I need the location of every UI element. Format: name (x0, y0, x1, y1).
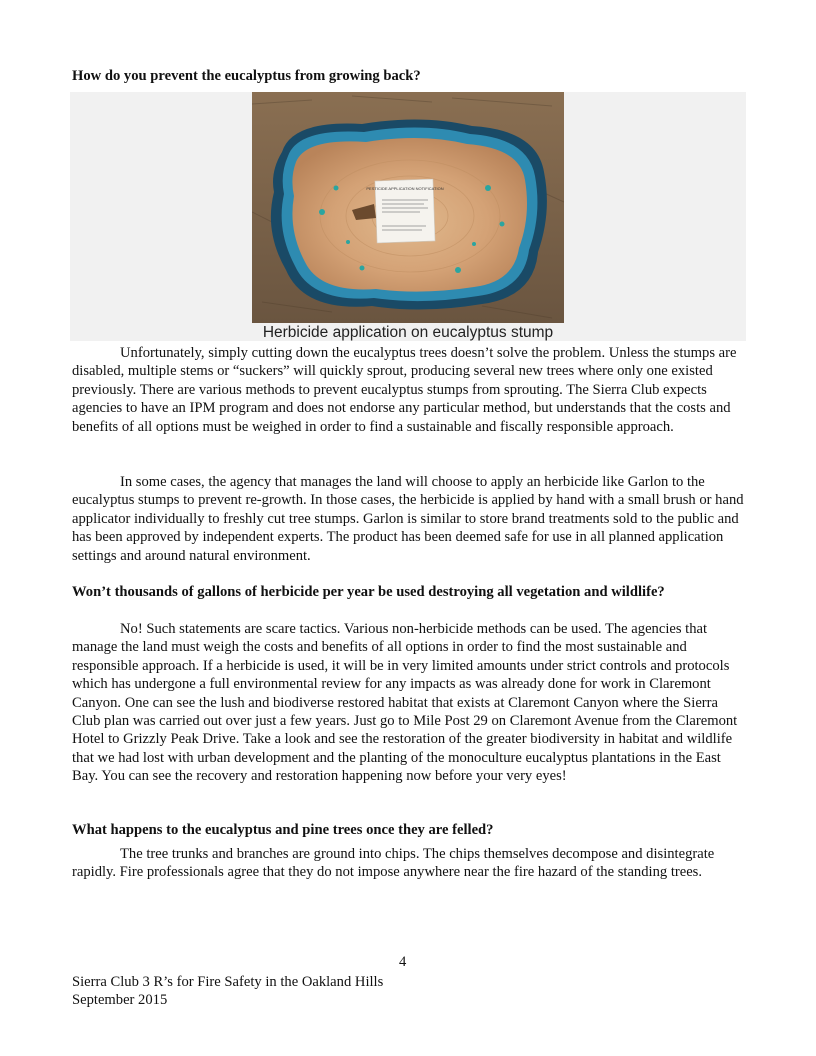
notification-sheet (366, 179, 443, 243)
eucalyptus-stump-image (252, 92, 564, 323)
section-heading-prevent-regrowth: How do you prevent the eucalyptus from growing back? (72, 68, 421, 84)
footer-date: September 2015 (72, 992, 168, 1008)
paragraph-scare-tactics: No! Such statements are scare tactics. Various non-herbicide methods can be used. The agencies that manage the land must weigh the costs and benefits of all options in order to find the most sustainable and responsible approach. If a herbicide is used, it will be in very limited amounts under strict controls and protocols which has undergone a full environmental review for any impacts as was already done for work in Claremont Canyon. One can see the lush and biodiverse restored habitat that exists at Claremont Canyon where the Sierra Club plan was carried out over just a few years. Just go to Mile Post 29 on Claremont Avenue from the Claremont Hotel to Grizzly Peak Drive. Take a look and see the restoration of the greater biodiversity in habitat and wildlife that we had lost with urban development and the planting of the monoculture eucalyptus plantations in the East Bay. You can see the recovery and restoration happening now before your very eyes! (72, 621, 738, 785)
paragraph-garlon-application: In some cases, the agency that manages the land will choose to apply an herbicide like Garlon to the eucalyptus stumps to prevent re-growth. In those cases, the herbicide is applied by hand with a small brush or hand applicator individually to freshly cut tree stumps. Garlon is similar to store brand treatments sold to the public and has been approved by independent experts. The product has been deemed safe for use in all planned application settings and around natural environment. (72, 474, 744, 564)
section-heading-felled-trees: What happens to the eucalyptus and pine trees once they are felled? (72, 822, 494, 838)
paragraph-wood-chips: The tree trunks and branches are ground into chips. The chips themselves decompose and disintegrate rapidly. Fire professionals agree that they do not impose anywhere near the fire hazard of the standing trees. (72, 846, 715, 881)
figure-caption: Herbicide application on eucalyptus stump (262, 324, 554, 341)
stump-photo (252, 92, 564, 323)
page-number: 4 (399, 954, 407, 970)
paragraph-cutting-problem: Unfortunately, simply cutting down the eucalyptus trees doesn’t solve the problem. Unless the stumps are disabled, multiple stems or “suckers” will quickly sprout, producing several new trees where only one existed previously. There are various methods to prevent eucalyptus stumps from sprouting. The Sierra Club expects agencies to have an IPM program and does not endorse any particular method, but understands that the costs and benefits of all options must be weighed in order to find a sustainable and fiscally responsible approach. (72, 345, 737, 435)
footer-title: Sierra Club 3 R’s for Fire Safety in the Oakland Hills (72, 974, 384, 990)
stump-figure (70, 92, 746, 341)
notification-title: PESTICIDE APPLICATION NOTIFICATION (366, 186, 444, 191)
section-heading-herbicide-concerns: Won’t thousands of gallons of herbicide per year be used destroying all vegetation and wildlife? (72, 584, 665, 600)
